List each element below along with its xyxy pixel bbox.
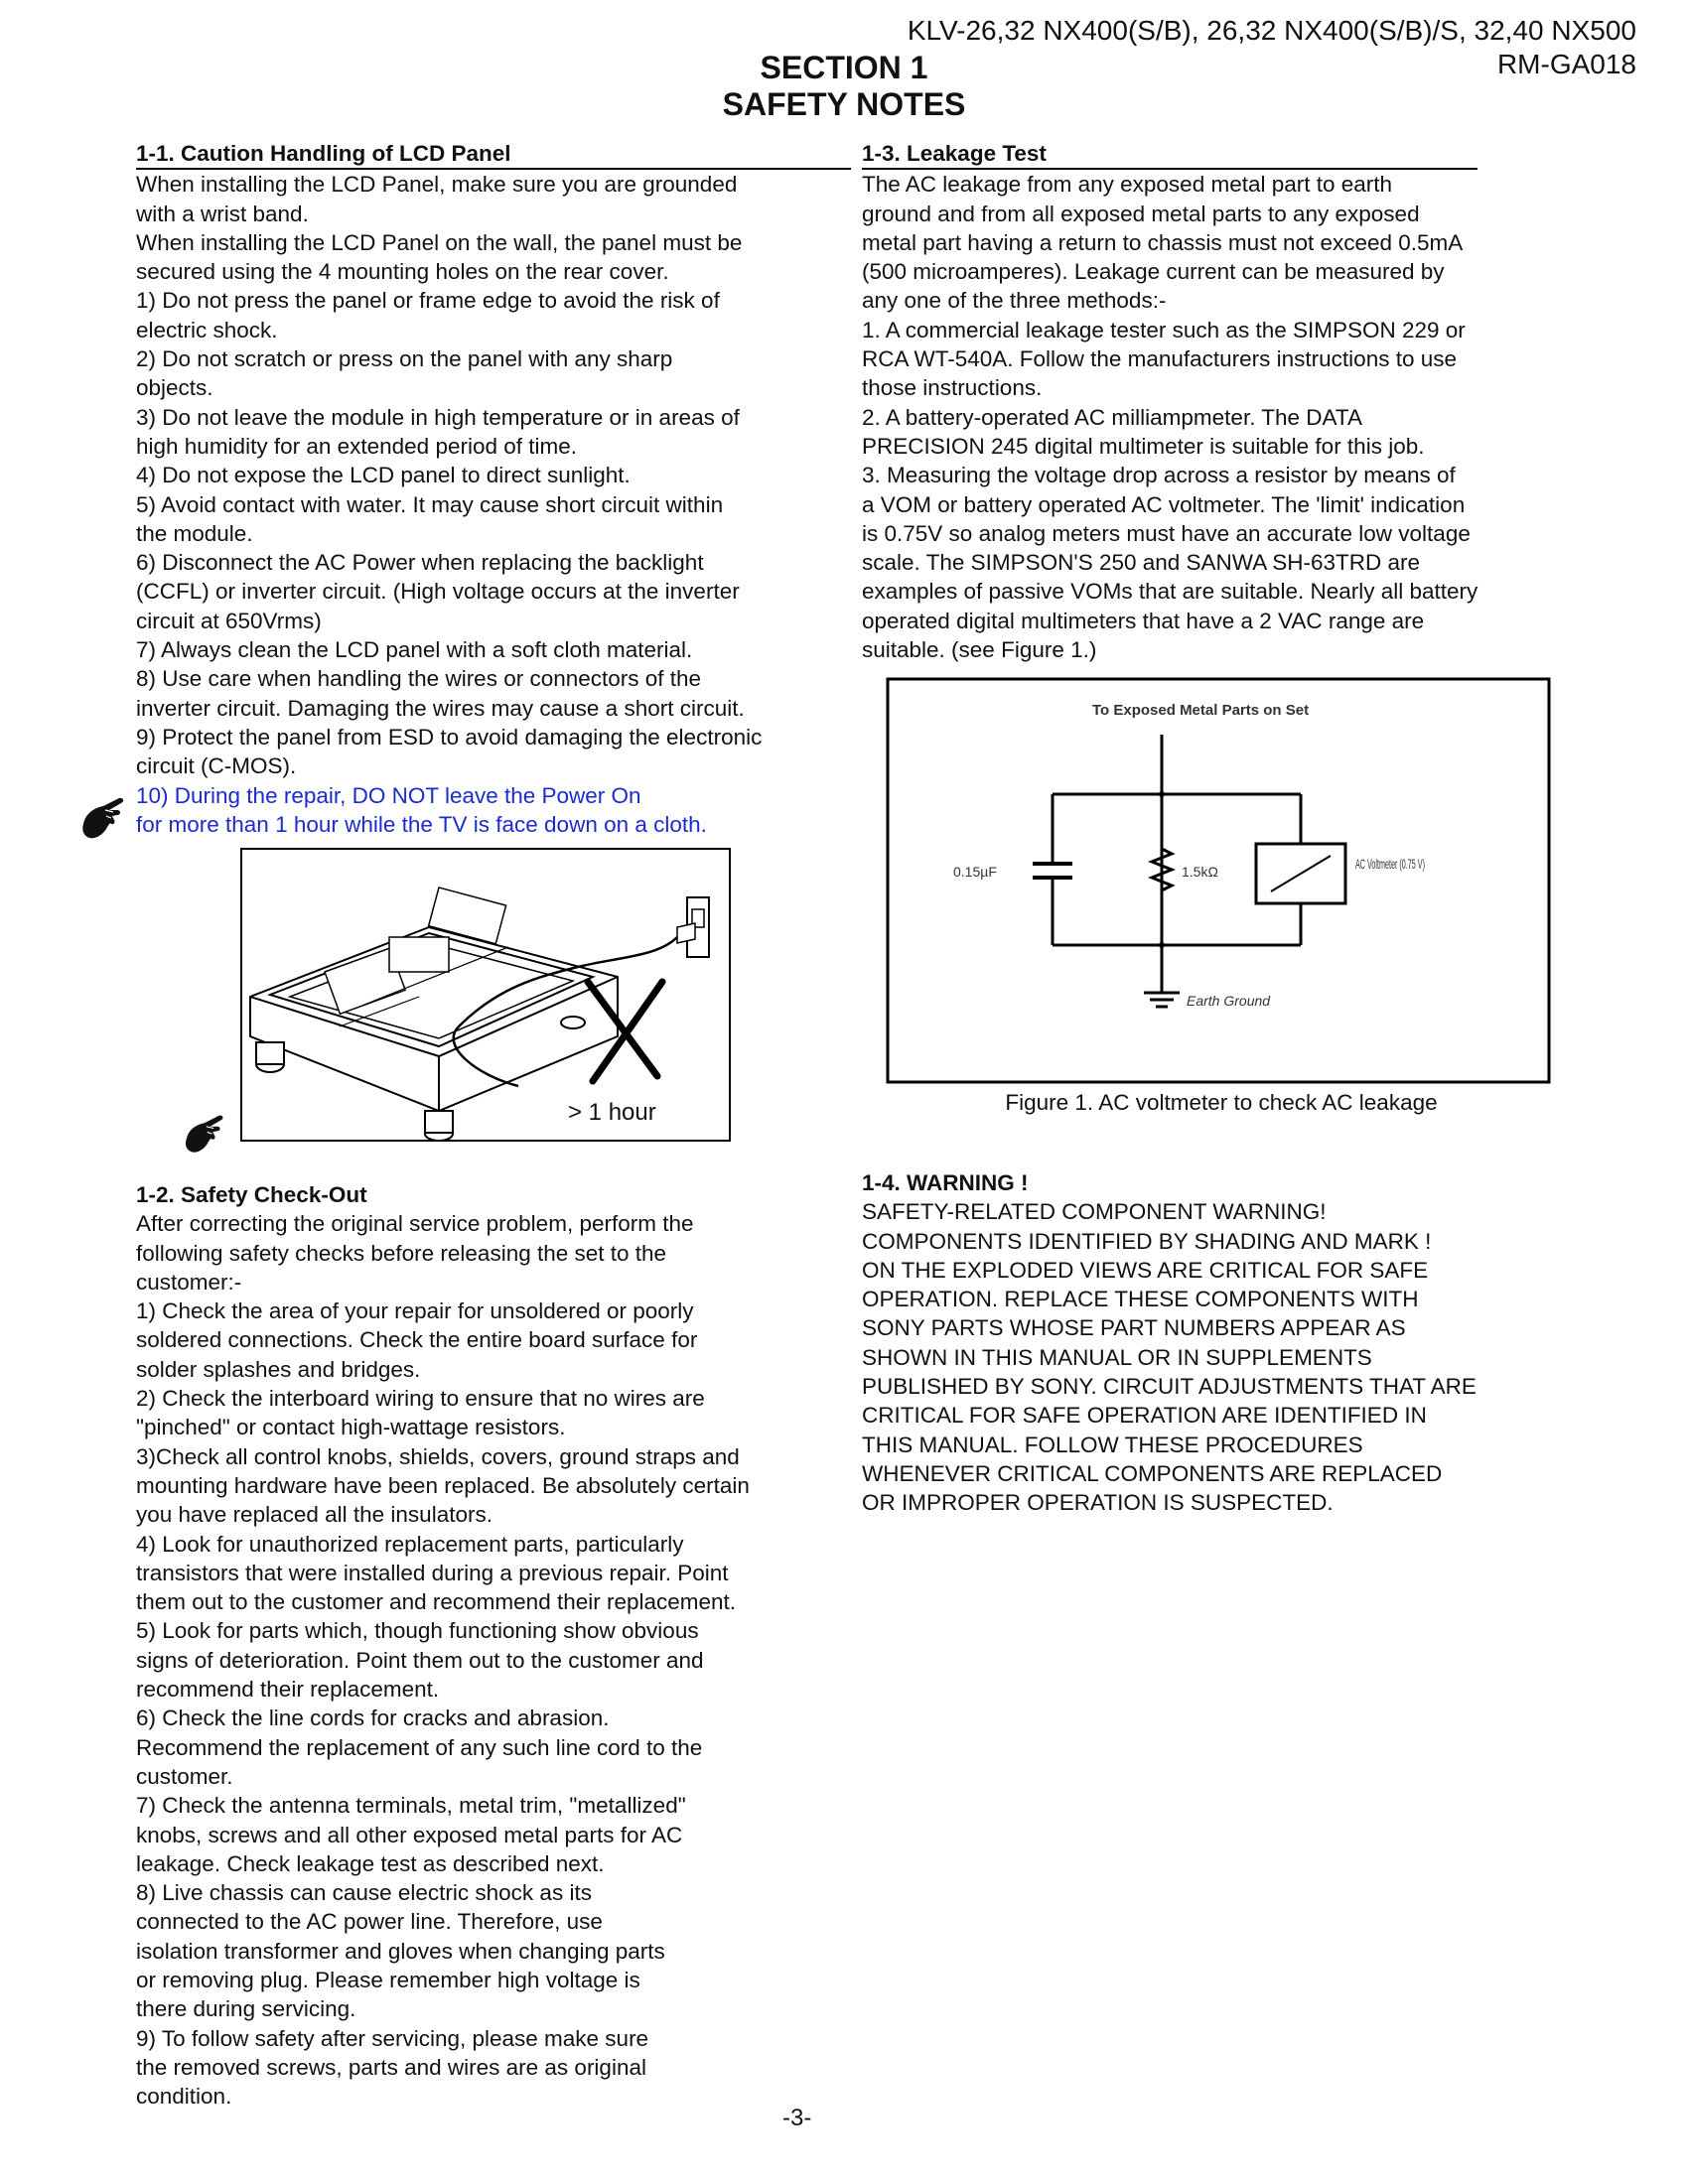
caution-line: 6) Disconnect the AC Power when replacing the backlight — [136, 550, 704, 576]
caution-note — [136, 781, 831, 840]
checkout-line: mounting hardware have been replaced. Be absolutely certain — [136, 1472, 750, 1498]
warning-line: SHOWN IN THIS MANUAL OR IN SUPPLEMENTS — [862, 1344, 1372, 1370]
leakage-line: RCA WT-540A. Follow the manufacturers instructions to use — [862, 346, 1457, 372]
checkout-line: 9) To follow safety after servicing, please make sure — [136, 2025, 649, 2051]
caution-line: 9) Protect the panel from ESD to avoid damaging the electronic — [136, 724, 763, 750]
leakage-line: a VOM or battery operated AC voltmeter. The 'limit' indication — [862, 491, 1466, 517]
tv-facedown-illustration — [240, 848, 731, 1142]
warning-line: OR IMPROPER OPERATION IS SUSPECTED. — [862, 1490, 1334, 1516]
model-line-1: KLV-26,32 NX400(S/B), 26,32 NX400(S/B)/S, 32,40 NX500 — [907, 15, 1636, 46]
capacitor-label: 0.15µF — [953, 864, 997, 880]
warning-line: OPERATION. REPLACE THESE COMPONENTS WITH — [862, 1287, 1419, 1312]
caution-section — [136, 139, 831, 839]
warning-line: WHENEVER CRITICAL COMPONENTS ARE REPLACED — [862, 1460, 1443, 1486]
caution-line: high humidity for an extended period of time. — [136, 433, 578, 459]
leakage-line: The AC leakage from any exposed metal part to earth — [862, 172, 1393, 198]
resistor-label: 1.5kΩ — [1182, 864, 1218, 880]
leakage-line: (500 microamperes). Leakage current can be measured by — [862, 259, 1445, 285]
checkout-line: them out to the customer and recommend their replacement. — [136, 1589, 737, 1615]
hour-label: > 1 hour — [568, 1099, 656, 1126]
checkout-line: 3)Check all control knobs, shields, covers, ground straps and — [136, 1443, 740, 1469]
checkout-line: the removed screws, parts and wires are as original — [136, 2054, 646, 2080]
checkout-line: customer. — [136, 1763, 233, 1789]
checkout-line: signs of deterioration. Point them out to the customer and — [136, 1647, 704, 1673]
leakage-line: operated digital multimeters that have a 2 VAC range are — [862, 608, 1425, 633]
warning-line: SONY PARTS WHOSE PART NUMBERS APPEAR AS — [862, 1315, 1406, 1341]
caution-body — [136, 170, 831, 780]
checkout-line: 8) Live chassis can cause electric shock as its — [136, 1880, 592, 1906]
checkout-line: transistors that were installed during a previous repair. Point — [136, 1560, 729, 1585]
leakage-circuit-figure — [884, 675, 1559, 1092]
figure-caption: Figure 1. AC voltmeter to check AC leakage — [1005, 1090, 1438, 1115]
caution-line: When installing the LCD Panel, make sure you are grounded — [136, 172, 738, 198]
caution-line: inverter circuit. Damaging the wires may cause a short circuit. — [136, 695, 745, 721]
checkout-line: connected to the AC power line. Therefore, use — [136, 1909, 603, 1935]
page-number: -3- — [782, 2105, 812, 2131]
caution-line: with a wrist band. — [136, 201, 309, 226]
leakage-section — [862, 139, 1557, 664]
caution-line: secured using the 4 mounting holes on the rear cover. — [136, 259, 669, 285]
warning-line: COMPONENTS IDENTIFIED BY SHADING AND MARK ! — [862, 1228, 1432, 1254]
pointing-hand-icon — [183, 1112, 226, 1158]
leakage-line: is 0.75V so analog meters must have an accurate low voltage — [862, 520, 1471, 546]
warning-line: CRITICAL FOR SAFE OPERATION ARE IDENTIFIED IN — [862, 1403, 1427, 1429]
checkout-line: 2) Check the interboard wiring to ensure that no wires are — [136, 1386, 705, 1412]
leakage-line: 1. A commercial leakage tester such as the SIMPSON 229 or — [862, 317, 1466, 342]
leakage-line: 2. A battery-operated AC milliampmeter. The DATA — [862, 404, 1362, 430]
checkout-line: isolation transformer and gloves when changing parts — [136, 1938, 665, 1964]
warning-line: SAFETY-RELATED COMPONENT WARNING! — [862, 1199, 1327, 1225]
caution-line: 8) Use care when handling the wires or connectors of the — [136, 666, 702, 692]
caution-line: 7) Always clean the LCD panel with a soft cloth material. — [136, 637, 693, 663]
leakage-line: scale. The SIMPSON'S 250 and SANWA SH-63TRD are — [862, 550, 1421, 576]
warning-heading: 1-4. WARNING ! — [862, 1170, 1029, 1195]
checkout-line: there during servicing. — [136, 1996, 356, 2022]
caution-line: circuit at 650Vrms) — [136, 608, 322, 633]
checkout-line: recommend their replacement. — [136, 1677, 440, 1703]
leakage-heading: 1-3. Leakage Test — [862, 139, 1477, 170]
leakage-body — [862, 170, 1557, 664]
checkout-line: After correcting the original service problem, perform the — [136, 1211, 694, 1237]
warning-line: THIS MANUAL. FOLLOW THESE PROCEDURES — [862, 1432, 1363, 1457]
checkout-line: "pinched" or contact high-wattage resistors. — [136, 1415, 566, 1440]
checkout-line: following safety checks before releasing the set to the — [136, 1240, 667, 1266]
leakage-line: examples of passive VOMs that are suitable. Nearly all battery — [862, 579, 1478, 605]
figure-top-label: To Exposed Metal Parts on Set — [1092, 702, 1310, 719]
checkout-section — [136, 1180, 831, 2112]
caution-line: 3) Do not leave the module in high temperature or in areas of — [136, 404, 740, 430]
leakage-line: metal part having a return to chassis must not exceed 0.5mA — [862, 229, 1464, 255]
checkout-line: 6) Check the line cords for cracks and abrasion. — [136, 1706, 610, 1731]
caution-line: 2) Do not scratch or press on the panel with any sharp — [136, 346, 673, 372]
caution-line: 5) Avoid contact with water. It may cause short circuit within — [136, 491, 724, 517]
checkout-line: or removing plug. Please remember high voltage is — [136, 1968, 640, 1993]
caution-line: (CCFL) or inverter circuit. (High voltage occurs at the inverter — [136, 579, 740, 605]
caution-line: electric shock. — [136, 317, 278, 342]
caution-line: circuit (C-MOS). — [136, 753, 297, 779]
model-line-2: RM-GA018 — [1496, 49, 1636, 79]
warning-line: ON THE EXPLODED VIEWS ARE CRITICAL FOR SAFE — [862, 1257, 1429, 1283]
leakage-line: those instructions. — [862, 375, 1043, 401]
checkout-line: knobs, screws and all other exposed metal parts for AC — [136, 1822, 683, 1847]
pointing-hand-icon — [79, 794, 127, 844]
caution-heading: 1-1. Caution Handling of LCD Panel — [136, 139, 851, 170]
warning-section — [862, 1168, 1557, 1518]
checkout-body — [136, 1209, 831, 2111]
section-heading — [0, 50, 1688, 123]
section-number: SECTION 1 — [760, 50, 928, 85]
leakage-line: PRECISION 245 digital multimeter is suitable for this job. — [862, 433, 1425, 459]
checkout-line: 4) Look for unauthorized replacement parts, particularly — [136, 1531, 684, 1557]
caution-line: When installing the LCD Panel on the wall, the panel must be — [136, 229, 743, 255]
caution-line: 4) Do not expose the LCD panel to direct sunlight. — [136, 463, 631, 488]
warning-line: PUBLISHED BY SONY. CIRCUIT ADJUSTMENTS THAT ARE — [862, 1374, 1477, 1400]
checkout-line: 7) Check the antenna terminals, metal trim, "metallized" — [136, 1793, 686, 1819]
caution-line: objects. — [136, 375, 213, 401]
checkout-line: you have replaced all the insulators. — [136, 1502, 492, 1528]
ground-label: Earth Ground — [1187, 993, 1271, 1009]
caution-note-line: 10) During the repair, DO NOT leave the Power On — [136, 782, 641, 808]
leakage-line: ground and from all exposed metal parts to any exposed — [862, 201, 1420, 226]
leakage-line: 3. Measuring the voltage drop across a resistor by means of — [862, 463, 1456, 488]
page-title: SAFETY NOTES — [722, 86, 966, 122]
caution-line: the module. — [136, 520, 253, 546]
checkout-line: 5) Look for parts which, though functioning show obvious — [136, 1618, 699, 1644]
caution-line: 1) Do not press the panel or frame edge to avoid the risk of — [136, 288, 720, 314]
leakage-line: suitable. (see Figure 1.) — [862, 637, 1097, 663]
checkout-line: condition. — [136, 2084, 232, 2110]
checkout-line: Recommend the replacement of any such line cord to the — [136, 1734, 703, 1760]
checkout-line: 1) Check the area of your repair for unsoldered or poorly — [136, 1298, 694, 1324]
checkout-line: customer:- — [136, 1269, 242, 1295]
leakage-line: any one of the three methods:- — [862, 288, 1167, 314]
voltmeter-label: AC Voltmeter (0.75 V) — [1355, 856, 1425, 872]
warning-body — [862, 1197, 1557, 1517]
checkout-line: solder splashes and bridges. — [136, 1356, 421, 1382]
checkout-heading: 1-2. Safety Check-Out — [136, 1182, 367, 1207]
checkout-line: leakage. Check leakage test as described next. — [136, 1850, 605, 1876]
caution-note-line: for more than 1 hour while the TV is face down on a cloth. — [136, 811, 707, 837]
checkout-line: soldered connections. Check the entire board surface for — [136, 1327, 698, 1353]
